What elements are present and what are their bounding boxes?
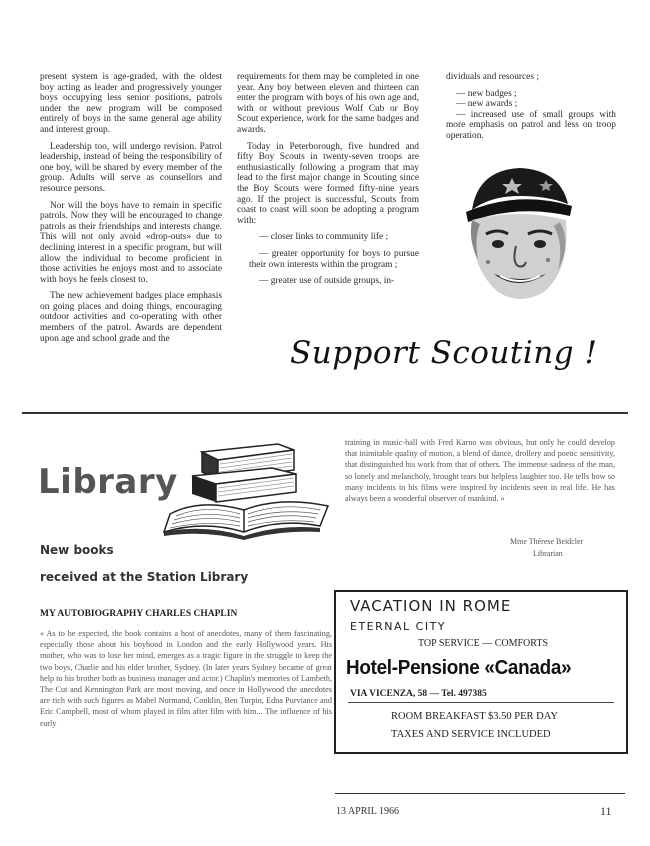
books-illustration bbox=[160, 440, 335, 540]
col1-paragraph-3: Nor will the boys have to remain in specific patrols. Now they will be encouraged to change patrols as their friendships and interests change. This will not only avoid «drop-outs» due to declining interest in a specific program, but will allow the individual to become proficient in those activities he enjoys most and to associate with boys he feels closest to. bbox=[40, 200, 222, 285]
col1-paragraph-2: Leadership too, will undergo revision. Patrol leadership, instead of being the responsibility of one boy, will be shared by every member of the group. Adults will serve as counsellors and resource persons. bbox=[40, 141, 222, 194]
ad-address: VIA VICENZA, 58 — Tel. 497385 bbox=[350, 689, 487, 699]
library-heading: Library bbox=[38, 462, 178, 502]
ad-divider bbox=[348, 702, 614, 703]
ad-headline: VACATION IN ROME bbox=[350, 597, 512, 615]
book-review-continued: training in music-hall with Fred Karno was obvious, but only he could develop that inimitable quality of motion, a blend of dance, drollery and poetic sensitivity, that distinguished his work from that of others. The immense sadness of the man, so lonely and melancholy, brought tears but helpless laughter too. He tells how so many incidents in his films were inspired by incidents seen in real life. He has always been a wonderful observer of mankind. » bbox=[345, 438, 615, 504]
boy-scout-face-illustration bbox=[448, 160, 588, 310]
section-divider bbox=[22, 412, 628, 414]
page-number: 11 bbox=[600, 804, 612, 818]
librarian-name: Mme Thérese Beidcler bbox=[510, 537, 584, 546]
ad-hotel-name: Hotel-Pensione «Canada» bbox=[346, 656, 572, 679]
book-review-text: « As to be expected, the book contains a host of anecdotes, many of them fascinating, especially those about his boyhood in London and the early Hollywood years. His mother, who was to lose her mind, emerges as a tragic figure in the struggle to keep the two boys, Charlie and his elder brother, Sydney. (In later years Sydney became of great help to his brother both as business manager and actor.) Chaplin's memories of Lambeth, The Cut and Kennington Park are most moving, and once in Hollywood the anecdotes are rich with such figures as Mabel Normand, Conklin, Ben Turpin, Edna Purviance and Eric Campbell, most of whom played in film after film with him... The influence of his early bbox=[40, 629, 332, 728]
col2-list-item: — greater opportunity for boys to pursue their own interests within the program ; bbox=[237, 249, 419, 270]
library-subheading-2: received at the Station Library bbox=[40, 570, 249, 584]
librarian-role: Librarian bbox=[533, 549, 563, 558]
col3-list-item: — new badges ; bbox=[434, 89, 616, 100]
article-column-2 bbox=[237, 72, 419, 293]
col3-list-item: — increased use of small groups with more emphasis on patrol and less on troop operation. bbox=[434, 110, 616, 142]
ad-subheadline: ETERNAL CITY bbox=[350, 620, 447, 633]
col2-paragraph-1: requirements for them may be completed in one year. Any boy between eleven and thirteen can enter the program with boys of his own age and, with or without previous Wolf Cub or Boy Scout experience, work for the same badges and awards. bbox=[237, 72, 419, 135]
article-column-3 bbox=[434, 72, 616, 148]
ad-services: TOP SERVICE — COMFORTS bbox=[418, 638, 549, 649]
col2-paragraph-2: Today in Peterborough, five hundred and fifty Boy Scouts in twenty-seven troops are enthusiastically following a program that may lead to the first major change in Scouting since the Boy Scouts were formed fifty-nine years ago. If the project is successful, Scouts from coast to coast will soon be adopting a program with: bbox=[237, 141, 419, 226]
ad-price: ROOM BREAKFAST $3.50 PER DAY bbox=[391, 711, 558, 722]
col3-paragraph-1: dividuals and resources ; bbox=[446, 72, 539, 82]
col2-list-item: — greater use of outside groups, in- bbox=[237, 276, 419, 287]
ad-taxes-note: TAXES AND SERVICE INCLUDED bbox=[391, 729, 551, 740]
footer-rule bbox=[335, 793, 625, 794]
book-title: MY AUTOBIOGRAPHY CHARLES CHAPLIN bbox=[40, 609, 238, 619]
footer-date: 13 APRIL 1966 bbox=[336, 806, 399, 817]
support-scouting-slogan: Support Scouting ! bbox=[290, 335, 598, 371]
col1-paragraph-4: The new achievement badges place emphasis on going places and doing things, encouraging outdoor activities and co-operating with other members of the patrol. Awards are dependent upon age and school grade and the bbox=[40, 291, 222, 344]
library-subheading-1: New books bbox=[40, 543, 114, 557]
col1-paragraph-1: present system is age-graded, with the oldest boy acting as leader and progressively younger boys occupying less senior positions, patrols under the new program will be composed entirely of boys in the same general age ability and interest group. bbox=[40, 72, 222, 135]
hotel-advertisement bbox=[334, 590, 628, 754]
col2-list-item: — closer links to community life ; bbox=[237, 232, 419, 243]
col3-list-item: — new awards ; bbox=[434, 99, 616, 110]
article-column-1 bbox=[40, 72, 222, 350]
